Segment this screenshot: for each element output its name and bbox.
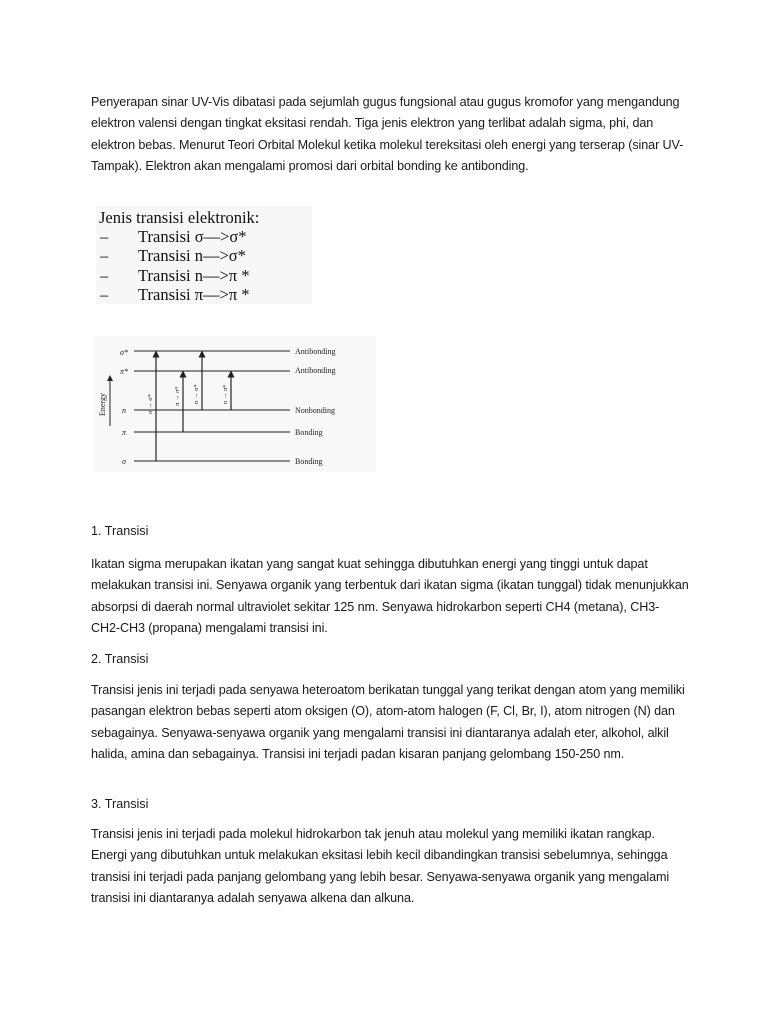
section-paragraph: Transisi jenis ini terjadi pada molekul hidrokarbon tak jenuh atau molekul yang memiliki ikatan rangkap. Energi yang dibutuhkan untuk melakukan eksitasi lebih kecil dibandingkan transisi sebelumnya, sehingga transisi ini terjadi pada panjang gelombang yang lebih besar. Senyawa-senyawa organik yang mengalami transisi ini diantaranya adalah senyawa alkena dan alkuna.	[91, 827, 670, 905]
transition-label: π → π*	[174, 386, 181, 406]
intro-paragraph: Penyerapan sinar UV-Vis dibatasi pada sejumlah gugus fungsional atau gugus kromofor yang mengandung elektron valensi dengan tingkat eksitasi rendah. Tiga jenis elektron yang terlibat adalah sigma, phi, dan elektron bebas. Menurut Teori Orbital Molekul ketika molekul tereksitasi oleh energi yang terserap (sinar UV- Tampak). Elektron akan mengalami promosi dari orbital bonding ke antibonding.	[91, 95, 684, 173]
section-heading: 3. Transisi	[91, 797, 149, 811]
level-symbol: σ*	[120, 348, 128, 357]
level-label: Bonding	[295, 428, 323, 437]
transition-label: σ → σ*	[147, 393, 154, 414]
level-symbol: n	[122, 406, 126, 415]
energy-level-diagram	[94, 336, 376, 472]
transition-list-title: Jenis transisi elektronik:	[99, 208, 260, 227]
transition-label: n → σ*	[193, 384, 200, 404]
level-label: Bonding	[295, 457, 323, 466]
transition-label: n → π*	[222, 384, 229, 404]
section-heading: 2. Transisi	[91, 652, 149, 666]
level-label: Antibonding	[295, 366, 336, 375]
transition-list-figure	[96, 206, 312, 304]
level-symbol: σ	[122, 457, 126, 466]
level-label: Antibonding	[295, 347, 336, 356]
section-paragraph: Transisi jenis ini terjadi pada senyawa heteroatom berikatan tunggal yang terikat dengan atom yang memiliki pasangan elektron bebas seperti atom oksigen (O), atom-atom halogen (F, Cl, Br, I), atom nitrogen (N) dan sebagainya. Senyawa-senyawa organik yang mengalami transisi ini diantaranya adalah eter, alkohol, alkil halida, amina dan sebagainya. Transisi ini terjadi padan kisaran panjang gelombang 150-250 nm.	[91, 683, 685, 761]
transition-list-item: – Transisi n—>σ*	[100, 246, 246, 266]
level-symbol: π*	[120, 367, 129, 376]
transition-list-item: – Transisi n—>π *	[100, 265, 250, 285]
transition-list-item: – Transisi σ—>σ*	[100, 227, 247, 247]
transition-list-item: – Transisi π—>π *	[100, 284, 250, 304]
level-label: Nonbonding	[295, 406, 335, 415]
section-paragraph: Ikatan sigma merupakan ikatan yang sangat kuat sehingga dibutuhkan energi yang tinggi untuk dapat melakukan transisi ini. Senyawa organik yang terbentuk dari ikatan sigma (ikatan tunggal) tidak menunjukkan absorpsi di daerah normal ultraviolet sekitar 125 nm. Senyawa hidrokarbon seperti CH4 (metana), CH3- CH2-CH3 (propana) mengalami transisi ini.	[91, 557, 689, 635]
section-heading: 1. Transisi	[91, 524, 149, 538]
level-symbol: π	[122, 428, 127, 437]
energy-axis-label: Energy	[98, 393, 107, 416]
